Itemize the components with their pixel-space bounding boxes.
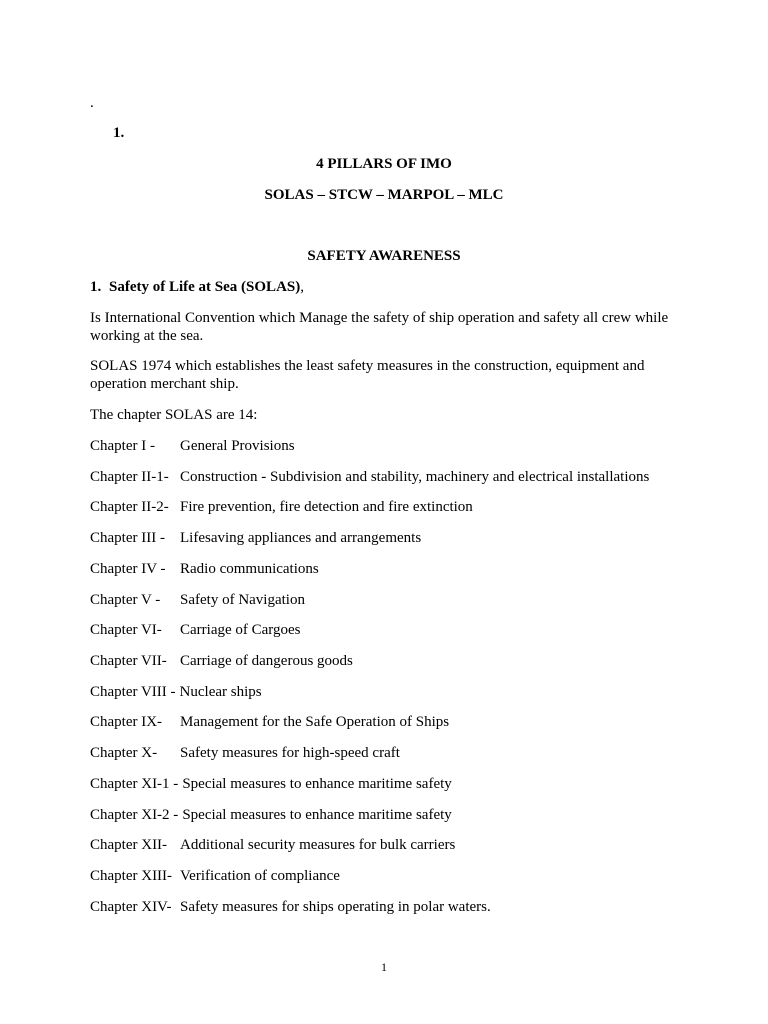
section-heading: SAFETY AWARENESS: [307, 248, 461, 264]
chapter-row: [90, 683, 262, 701]
chapter-row: [90, 498, 473, 516]
chapter-title: Carriage of Cargoes: [180, 622, 301, 638]
chapter-row: [90, 652, 353, 670]
chapter-title: Safety of Navigation: [180, 592, 305, 608]
chapter-row: [90, 560, 319, 578]
solas-1974-paragraph: SOLAS 1974 which establishes the least safety measures in the construction, equipment and operation merchant ship.: [90, 358, 645, 392]
chapter-title: Radio communications: [180, 561, 319, 577]
solas-heading: [90, 278, 304, 296]
chapters-intro: The chapter SOLAS are 14:: [90, 407, 258, 423]
chapter-row: [90, 591, 305, 609]
chapter-title: Lifesaving appliances and arrangements: [180, 530, 422, 546]
chapter-title: Special measures to enhance maritime safety: [182, 807, 452, 823]
chapter-row: [90, 621, 301, 639]
chapter-title: Special measures to enhance maritime safety: [182, 776, 452, 792]
solas-description-paragraph: Is International Convention which Manage the safety of ship operation and safety all crew while working at the sea.: [90, 310, 669, 344]
chapter-label: Chapter XI-1 -: [90, 776, 179, 792]
chapter-label: Chapter VI-: [90, 622, 162, 638]
chapter-label: Chapter II-1-: [90, 469, 169, 485]
chapter-row: [90, 806, 452, 824]
chapter-label: Chapter IX-: [90, 714, 163, 730]
chapter-row: [90, 713, 449, 731]
chapter-label: Chapter II-2-: [90, 499, 169, 515]
solas-heading-title: Safety of Life at Sea (SOLAS): [109, 279, 301, 295]
chapter-title: Safety measures for high-speed craft: [180, 745, 400, 761]
chapter-label: Chapter X-: [90, 745, 158, 761]
chapter-title: Verification of compliance: [180, 868, 340, 884]
subtitle: SOLAS – STCW – MARPOL – MLC: [264, 187, 504, 203]
chapter-title: Fire prevention, fire detection and fire extinction: [180, 499, 473, 515]
chapter-label: Chapter III -: [90, 530, 165, 546]
page-number: 1: [381, 960, 387, 974]
chapter-row: [90, 836, 455, 854]
chapter-label: Chapter VIII -: [90, 684, 176, 700]
chapter-label: Chapter XIV-: [90, 899, 172, 915]
chapter-title: Safety measures for ships operating in polar waters.: [180, 899, 491, 915]
chapter-row: [90, 468, 649, 486]
chapter-title: General Provisions: [180, 438, 295, 454]
chapter-row: [90, 867, 340, 885]
chapter-title: Management for the Safe Operation of Ships: [180, 714, 450, 730]
solas-heading-comma: ,: [300, 279, 304, 295]
chapter-row: [90, 775, 452, 793]
solas-heading-number: 1.: [90, 279, 102, 295]
chapter-title: Additional security measures for bulk carriers: [180, 837, 456, 853]
chapter-title: Carriage of dangerous goods: [180, 653, 353, 669]
chapter-row: [90, 898, 491, 916]
chapter-row: [90, 529, 421, 547]
chapter-row: [90, 437, 295, 455]
chapter-row: [90, 744, 400, 762]
list-number: 1.: [113, 125, 125, 141]
chapter-label: Chapter XIII-: [90, 868, 173, 884]
leading-dot: .: [90, 95, 94, 111]
chapter-title: Nuclear ships: [179, 684, 262, 700]
chapter-label: Chapter V -: [90, 592, 161, 608]
chapter-label: Chapter XII-: [90, 837, 168, 853]
chapter-title: Construction - Subdivision and stability, machinery and electrical installations: [180, 469, 650, 485]
chapter-label: Chapter I -: [90, 438, 155, 454]
chapter-label: Chapter IV -: [90, 561, 166, 577]
chapter-label: Chapter XI-2 -: [90, 807, 179, 823]
main-title: 4 PILLARS OF IMO: [316, 156, 452, 172]
chapter-label: Chapter VII-: [90, 653, 167, 669]
